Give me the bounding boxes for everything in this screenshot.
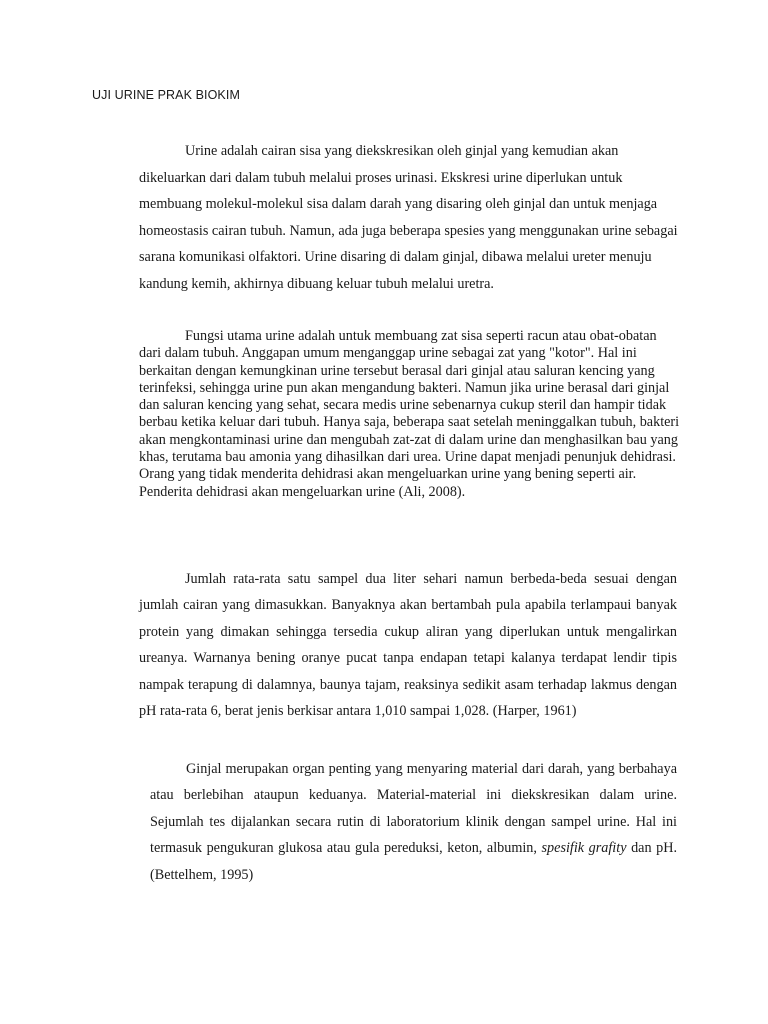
paragraph-kidney-text-a: Ginjal merupakan organ penting yang menyaring material dari darah, yang berbahaya atau berlebihan ataupun keduanya. Material-material ini diekskresikan dalam urine. Sejumlah tes dijalankan secara rutin di laboratorium klinik dengan sampel urine. Hal ini termasuk pengukuran glukosa atau gula pereduksi, keton, albumin, <box>150 761 677 857</box>
paragraph-kidney-text-b: dan pH. (Bettelhem, 1995) <box>150 840 678 883</box>
page-heading: UJI URINE PRAK BIOKIM <box>92 88 240 102</box>
paragraph-urine-volume: Jumlah rata-rata satu sampel dua liter sehari namun berbeda-beda sesuai dengan jumlah cairan yang dimasukkan. Banyaknya akan bertambah pula apabila terlampaui banyak protein yang dimakan sehingga tersedia cukup aliran yang diperlukan untuk mengalirkan ureanya. Warnanya bening oranye pucat tanpa endapan tetapi kalanya terdapat lendir tipis nampak terapung di dalamnya, baunya tajam, reaksinya sedikit asam terhadap lakmus dengan pH rata-rata 6, berat jenis berkisar antara 1,010 sampai 1,028. (Harper, 1961) <box>139 571 677 720</box>
paragraph-urine-function: Fungsi utama urine adalah untuk membuang zat sisa seperti racun atau obat-obatan dari dalam tubuh. Anggapan umum menganggap urine sebagai zat yang "kotor". Hal ini berkaitan dengan kemungkinan urine tersebut berasal dari ginjal atau saluran kencing yang terinfeksi, sehingga urine pun akan mengandung bakteri. Namun jika urine berasal dari ginjal dan saluran kencing yang sehat, secara medis urine sebenarnya cukup steril dan hampir tidak berbau ketika keluar dari tubuh. Hanya saja, beberapa saat setelah meninggalkan tubuh, bakteri akan mengkontaminasi urine dan mengubah zat-zat di dalam urine dan menghasilkan bau yang khas, terutama bau amonia yang dihasilkan dari urea. Urine dapat menjadi penunjuk dehidrasi. Orang yang tidak menderita dehidrasi akan mengeluarkan urine yang bening seperti air. Penderita dehidrasi akan mengeluarkan urine (Ali, 2008). <box>139 328 680 500</box>
paragraph-kidney-italic-term: spesifik grafity <box>541 840 627 857</box>
paragraph-kidney <box>150 756 677 888</box>
paragraph-urine-definition: Urine adalah cairan sisa yang diekskresikan oleh ginjal yang kemudian akan dikeluarkan dari dalam tubuh melalui proses urinasi. Ekskresi urine diperlukan untuk membuang molekul-molekul sisa dalam darah yang disaring oleh ginjal dan untuk menjaga homeostasis cairan tubuh. Namun, ada juga beberapa spesies yang menggunakan urine sebagai sarana komunikasi olfaktori. Urine disaring di dalam ginjal, dibawa melalui ureter menuju kandung kemih, akhirnya dibuang keluar tubuh melalui uretra. <box>139 143 678 292</box>
